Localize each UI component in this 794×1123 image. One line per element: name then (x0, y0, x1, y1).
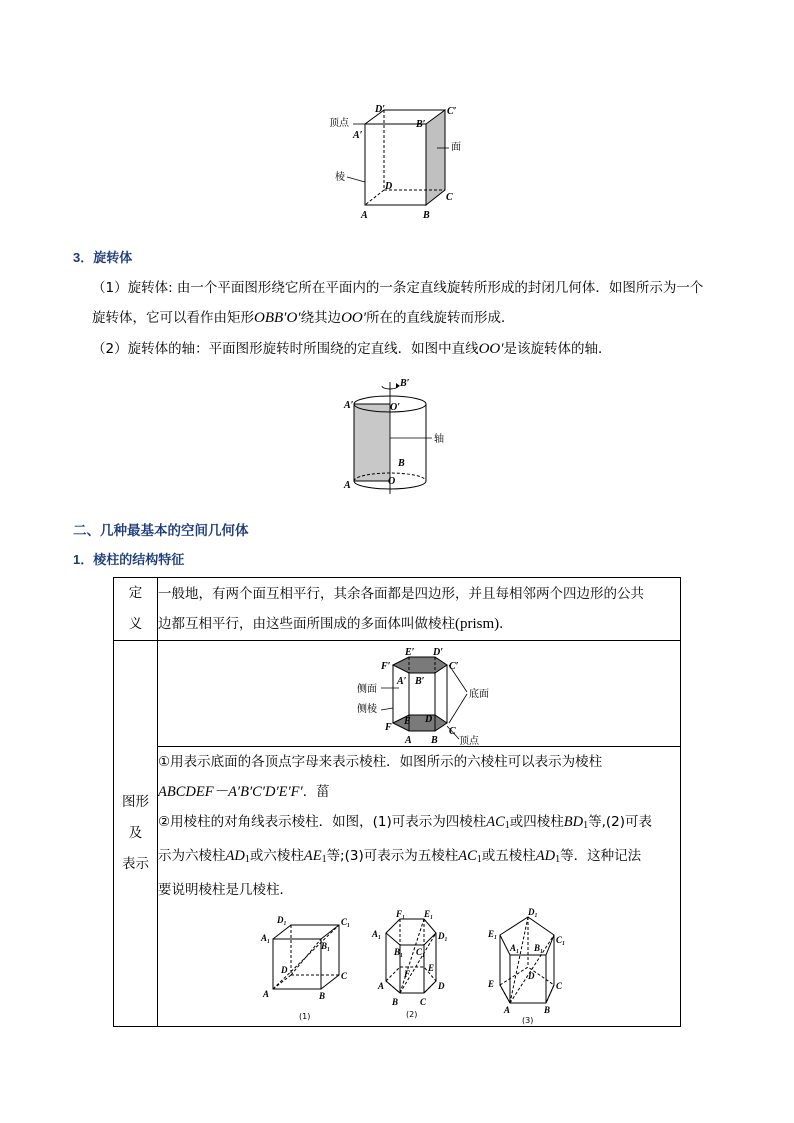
svg-text:E₁: E₁ (424, 909, 434, 919)
svg-text:D: D (281, 965, 288, 975)
hexagonal-prism-figure (158, 642, 680, 746)
svg-text:E: E (428, 963, 435, 973)
svg-text:D: D (425, 713, 433, 725)
representation-methods: ①用表示底面的各顶点字母来表示棱柱．如图所示的六棱柱可以表示为棱柱 ABCDEF－A′B′C′D′E′F′．菑 ②用棱柱的对角线表示棱柱．如图，(1)可表示为四棱柱$AC_1$或四棱柱$BD_1$等,(2)可表 示为六棱柱$AD_1$或六棱柱$AE_1$等;(3)可表示为五棱柱$AC_1$或五棱柱$AD_1$等．这种记法 要说明棱柱是几棱柱． D₁ C₁ A₁ B₁ D C A B (1) F₁ E₁ A₁ B₁ C₁ D₁ F E A D B C (2) D₁ E₁ C₁ A₁ B₁ E D C A B (3) (158, 747, 681, 1027)
section-3-paragraph-1: （1）旋转体: 由一个平面图形绕它所在平面内的一条定直线旋转所形成的封闭几何体．如图所示为一个 (92, 280, 704, 296)
svg-text:(2): (2) (406, 1010, 418, 1019)
hexagonal-prism-cell (158, 641, 681, 747)
svg-text:D: D (438, 981, 445, 991)
prism-figure (325, 100, 475, 228)
svg-text:A: A (405, 734, 412, 746)
svg-text:B₁: B₁ (534, 943, 544, 953)
definition-text: 一般地，有两个面互相平行，其余各面都是四边形，并且每相邻两个四边形的公共 边都互相平行，由这些面所围成的多面体叫做棱柱(prism)． (158, 578, 681, 641)
cylinder-figure (338, 372, 458, 500)
base-label: 底面 (469, 688, 489, 700)
svg-text:D₁: D₁ (438, 931, 448, 941)
axis-label: 轴 (434, 434, 444, 445)
svg-text:D₁: D₁ (528, 907, 538, 917)
svg-text:E₁: E₁ (488, 929, 498, 939)
svg-text:A₁: A₁ (261, 933, 271, 943)
section-3-paragraph-2: （2）旋转体的轴：平面图形旋转时所围绕的定直线．如图中直线OO′是该旋转体的轴． (92, 341, 612, 357)
svg-text:C: C (556, 981, 563, 991)
svg-text:B: B (319, 991, 326, 1001)
svg-text:A: A (263, 989, 270, 999)
svg-text:E: E (404, 715, 411, 727)
prism-definition-table (113, 577, 681, 1027)
svg-text:C: C (341, 971, 348, 981)
svg-text:F₁: F₁ (396, 909, 406, 919)
svg-text:A: A (504, 1005, 511, 1015)
svg-text:B₁: B₁ (394, 947, 404, 957)
svg-text:A: A (361, 210, 368, 221)
svg-text:C: C (420, 997, 427, 1007)
svg-text:O: O (388, 476, 396, 487)
svg-text:E′: E′ (405, 646, 415, 658)
svg-text:A: A (378, 981, 385, 991)
face-name: 面 (451, 142, 461, 153)
svg-text:B: B (423, 210, 430, 221)
svg-text:D′: D′ (375, 104, 386, 115)
svg-text:C′: C′ (449, 660, 459, 672)
svg-text:B′: B′ (400, 378, 410, 389)
svg-text:F: F (404, 969, 411, 979)
svg-text:C′: C′ (447, 106, 457, 117)
svg-text:C: C (449, 725, 456, 737)
three-prisms-figure (158, 907, 664, 1025)
svg-text:C₁: C₁ (556, 935, 566, 945)
svg-text:B′: B′ (416, 119, 426, 130)
section-1-heading: 1．棱柱的结构特征 (73, 552, 185, 568)
section-two-heading: 二、几种最基本的空间几何体 (73, 523, 249, 539)
figure-representation-header: 图形 及 表示 (114, 641, 158, 1027)
edge-name: 棱 (335, 172, 345, 183)
svg-text:B: B (398, 458, 405, 469)
svg-text:A: A (344, 480, 351, 491)
svg-text:D′: D′ (433, 646, 444, 658)
svg-text:F′: F′ (381, 660, 391, 672)
svg-text:B′: B′ (415, 675, 425, 687)
section-3-paragraph-1b: 旋转体，它可以看作由矩形OBB′O′绕其边OO′所在的直线旋转而形成． (92, 310, 515, 326)
svg-text:B: B (544, 1005, 551, 1015)
svg-text:(1): (1) (299, 1012, 311, 1021)
definition-header: 定 义 (114, 578, 158, 641)
svg-text:D: D (385, 181, 393, 192)
svg-text:D: D (528, 971, 535, 981)
svg-text:A₁: A₁ (372, 929, 382, 939)
svg-text:D₁: D₁ (277, 915, 287, 925)
svg-text:C₁: C₁ (341, 917, 351, 927)
svg-text:A′: A′ (344, 400, 354, 411)
vertex-name: 顶点 (329, 118, 349, 129)
svg-text:(3): (3) (522, 1016, 534, 1025)
side-face-label: 侧面 (357, 683, 377, 695)
svg-text:A₁: A₁ (510, 943, 520, 953)
vertex-label: 顶点 (459, 735, 479, 746)
svg-text:B: B (431, 734, 438, 746)
svg-text:O′: O′ (390, 402, 401, 413)
svg-text:C₁: C₁ (416, 947, 426, 957)
section-3-heading: 3．旋转体 (73, 250, 133, 266)
svg-text:E: E (488, 979, 495, 989)
side-edge-label: 侧棱 (357, 703, 377, 715)
svg-text:A′: A′ (353, 130, 363, 141)
svg-text:A′: A′ (397, 675, 407, 687)
svg-text:C: C (446, 192, 453, 203)
svg-text:B: B (392, 997, 399, 1007)
svg-text:F: F (385, 721, 392, 733)
svg-text:B₁: B₁ (321, 941, 331, 951)
